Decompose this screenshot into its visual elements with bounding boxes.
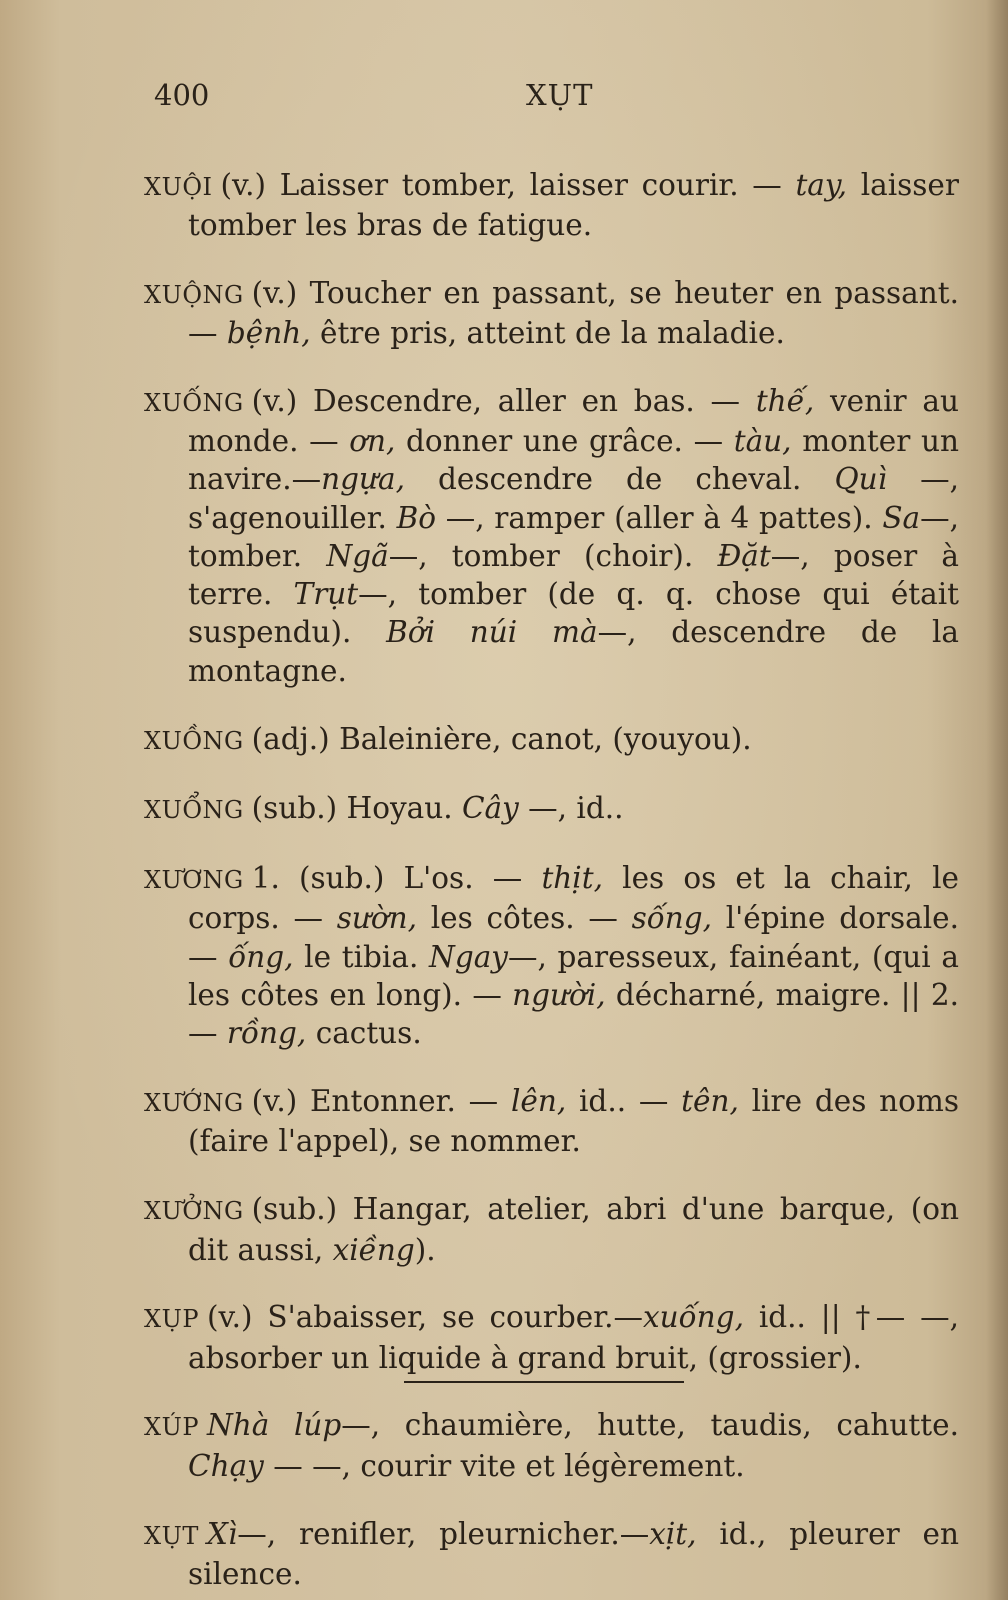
entry-vietnamese-term: tàu, xyxy=(733,423,792,458)
entry-vietnamese-term: Đặt xyxy=(717,538,771,573)
entry-headword: XƯỚNG xyxy=(144,1089,244,1118)
entry-definition-text: venir au monde. — xyxy=(188,383,959,458)
entry-vietnamese-term: Cây xyxy=(461,791,519,826)
entry-vietnamese-term: thế, xyxy=(755,383,815,418)
entry-vietnamese-term: thịt, xyxy=(541,861,603,896)
entry-vietnamese-term: ống, xyxy=(228,939,294,974)
entry-headword: XỤT xyxy=(144,1521,199,1550)
entry-definition-text: —, ramper (aller à 4 pattes). xyxy=(436,500,883,535)
entry-definition-text: être pris, atteint de la maladie. xyxy=(310,315,785,350)
entry-vietnamese-term: sống, xyxy=(631,901,713,936)
entry-vietnamese-term: bệnh, xyxy=(226,315,311,350)
end-rule xyxy=(404,1381,684,1383)
entry-headword: XƯƠNG xyxy=(144,866,244,895)
entry-definition-text: (adj.) Baleinière, canot, (youyou). xyxy=(251,721,752,756)
entry-definition-text: (sub.) Hoyau. xyxy=(251,791,462,826)
entry-vietnamese-term: rồng, xyxy=(226,1016,307,1051)
entry-vietnamese-term: ơn, xyxy=(349,423,396,458)
page-edge-shadow xyxy=(986,0,1008,1600)
entry-definition-text: —, id.. xyxy=(518,791,624,826)
entry-vietnamese-term: Nhà lúp xyxy=(206,1408,342,1443)
entry-definition-text: —, tomber. xyxy=(188,500,960,573)
entry-definition-text: (v.) Descendre, aller en bas. — xyxy=(251,383,756,418)
entry-definition-text: cactus. xyxy=(306,1016,422,1051)
entry-vietnamese-term: Xì xyxy=(206,1516,238,1551)
entry-definition-text: id., pleurer en silence. xyxy=(188,1516,959,1591)
entry-headword: XUỔNG xyxy=(144,796,244,825)
entry-definition-text: id.. || †— —, absorber un liquide à grand bruit, (grossier). xyxy=(188,1300,960,1375)
entry-vietnamese-term: tay, xyxy=(795,167,848,202)
entry-vietnamese-term: xuống, xyxy=(643,1300,744,1335)
entry-vietnamese-term: Chạy xyxy=(188,1448,264,1483)
dictionary-entry xyxy=(144,859,959,1052)
entry-definition-text: 1. (sub.) L'os. — xyxy=(251,861,542,896)
running-head: XỤT xyxy=(526,78,594,112)
entry-vietnamese-term: tên, xyxy=(681,1084,739,1119)
entry-definition-text: décharné, maigre. || 2. — xyxy=(188,978,959,1051)
entry-definition-text: (v.) Toucher en passant, se heuter en passant. — xyxy=(188,275,959,350)
entry-vietnamese-term: xịt, xyxy=(649,1516,697,1551)
entry-vietnamese-term: người, xyxy=(512,978,606,1013)
dictionary-entry xyxy=(144,1406,959,1485)
entry-vietnamese-term: lên, xyxy=(510,1084,567,1119)
entry-definition-text: (v.) Laisser tomber, laisser courir. — xyxy=(220,167,796,202)
entry-vietnamese-term: Ngay xyxy=(429,939,508,974)
dictionary-entry xyxy=(144,274,959,353)
entry-definition-text: (v.) S'abaisser, se courber.— xyxy=(206,1300,643,1335)
entry-vietnamese-term: Bởi núi mà xyxy=(386,615,598,650)
entry-vietnamese-term: Trụt xyxy=(293,577,359,612)
entry-headword: XỤP xyxy=(144,1305,199,1334)
entry-definition-text: laisser tomber les bras de fatigue. xyxy=(188,167,959,242)
entry-vietnamese-term: Bò xyxy=(396,500,437,535)
entry-vietnamese-term: sườn, xyxy=(336,901,418,936)
entry-headword: XUỘNG xyxy=(144,280,244,309)
entry-definition-text: —, tomber (de q. q. chose qui était suspendu). xyxy=(188,577,960,650)
entry-definition-text: —, s'agenouiller. xyxy=(188,462,959,535)
entry-definition-text: les os et la chair, le corps. — xyxy=(188,861,959,936)
entry-definition-text: —, paresseux, fainéant, (qui a les côtes en long). — xyxy=(188,939,959,1013)
entry-definition-text: —, descendre de la montagne. xyxy=(188,615,960,688)
entry-definition-text: —, tomber (choir). xyxy=(388,538,718,573)
entry-definition-text: donner une grâce. — xyxy=(395,423,734,458)
entry-vietnamese-term: ngựa, xyxy=(321,462,405,497)
entry-definition-text: (sub.) Hangar, atelier, abri d'une barque, (on dit aussi, xyxy=(188,1192,959,1267)
page-header xyxy=(154,78,914,118)
entry-definition-text: monter un navire.— xyxy=(188,423,959,497)
dictionary-entry xyxy=(144,382,959,690)
entry-definition-text: le tibia. xyxy=(293,939,430,974)
dictionary-entry xyxy=(144,1298,959,1377)
entry-headword: XUỘI xyxy=(144,172,213,201)
dictionary-entry xyxy=(144,166,959,245)
entry-definition-text: —, poser à terre. xyxy=(188,538,959,612)
entry-headword: XÚP xyxy=(144,1413,199,1442)
entry-definition-text: —, chaumière, hutte, taudis, cahutte. xyxy=(341,1408,959,1443)
dictionary-entry xyxy=(144,789,959,829)
dictionary-entry xyxy=(144,1190,959,1269)
entry-definition-text: —, renifler, pleurnicher.— xyxy=(237,1516,650,1551)
entry-vietnamese-term: Ngã xyxy=(326,538,389,573)
entry-definition-text: l'épine dorsale. — xyxy=(188,901,959,974)
entry-definition-text: les côtes. — xyxy=(417,901,632,936)
entry-definition-text: descendre de cheval. xyxy=(404,462,835,497)
entry-definition-text: (v.) Entonner. — xyxy=(251,1084,511,1119)
entry-definition-text: — —, courir vite et légèrement. xyxy=(263,1448,745,1483)
dictionary-entry xyxy=(144,720,959,760)
entry-vietnamese-term: Sa xyxy=(882,500,921,535)
entry-headword: XƯỞNG xyxy=(144,1197,244,1226)
entry-headword: XUỒNG xyxy=(144,726,244,755)
entry-definition-text: ). xyxy=(414,1232,436,1267)
entry-vietnamese-term: Quì xyxy=(834,462,888,497)
dictionary-entry xyxy=(144,1515,959,1594)
entry-definition-text: id.. — xyxy=(566,1084,682,1119)
dictionary-entry xyxy=(144,1082,959,1161)
page-number: 400 xyxy=(154,78,210,112)
entry-headword: XUỐNG xyxy=(144,388,244,417)
entry-vietnamese-term: xiềng xyxy=(332,1232,415,1267)
entry-definition-text: lire des noms (faire l'appel), se nommer. xyxy=(188,1084,959,1159)
